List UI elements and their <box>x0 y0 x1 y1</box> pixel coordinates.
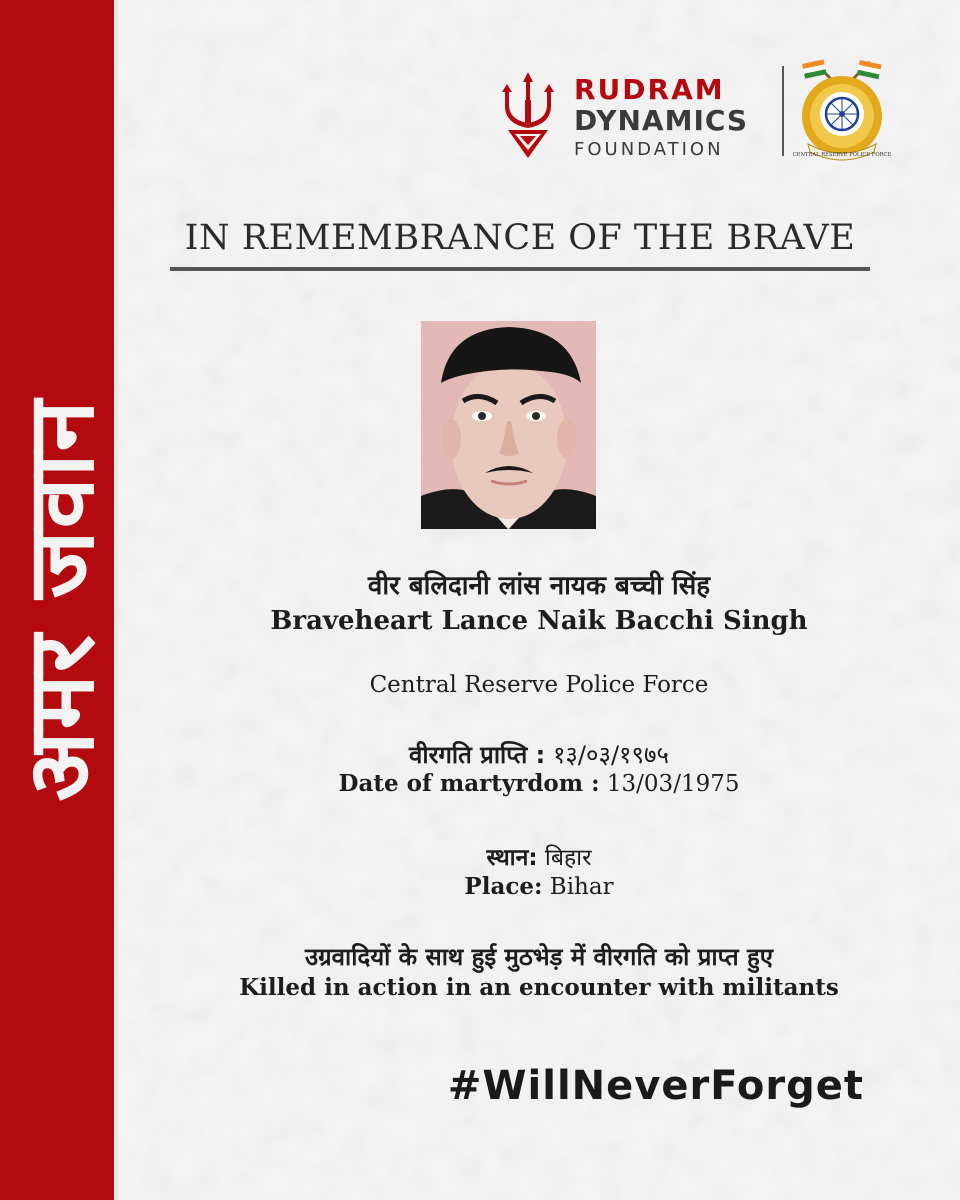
description-english: Killed in action in an encounter with militants <box>239 974 839 1001</box>
brand-line3: FOUNDATION <box>574 139 724 160</box>
martyrdom-english-row <box>118 770 960 797</box>
force-name: Central Reserve Police Force <box>369 672 709 698</box>
place-value-hindi: बिहार <box>544 845 592 871</box>
place-label-english: Place: <box>464 873 543 900</box>
rudram-trident-logo <box>498 72 558 162</box>
brand-line1: RUDRAM <box>574 73 725 106</box>
place-english-row <box>118 873 960 900</box>
place-label-hindi: स्थान: <box>486 845 538 871</box>
name-english: Braveheart Lance Naik Bacchi Singh <box>270 606 808 636</box>
crpf-emblem <box>788 58 896 168</box>
portrait-photo <box>421 321 596 529</box>
vertical-title: अमर जवान <box>7 398 115 802</box>
martyrdom-label-hindi: वीरगति प्राप्ति : <box>409 741 546 769</box>
martyrdom-date-hindi: १३/०३/१९७५ <box>552 741 669 769</box>
description-hindi: उग्रवादियों के साथ हुई मुठभेड़ में वीरगति को प्राप्त हुए <box>304 943 774 971</box>
hashtag: #WillNeverForget <box>447 1063 864 1109</box>
logo-divider <box>782 66 784 156</box>
place-value-english: Bihar <box>549 874 614 900</box>
crpf-emblem-text: CENTRAL RESERVE POLICE FORCE <box>792 152 892 158</box>
brand-wordmark <box>574 73 749 160</box>
place-hindi-row <box>118 840 960 872</box>
brand-line2: DYNAMICS <box>574 104 749 137</box>
headline: IN REMEMBRANCE OF THE BRAVE <box>184 218 856 258</box>
martyrdom-hindi-row <box>118 738 960 771</box>
martyrdom-date-english: 13/03/1975 <box>606 771 740 797</box>
name-hindi: वीर बलिदानी लांस नायक बच्ची सिंह <box>367 571 711 601</box>
headline-rule <box>170 267 870 271</box>
martyrdom-label-english: Date of martyrdom : <box>338 770 600 797</box>
